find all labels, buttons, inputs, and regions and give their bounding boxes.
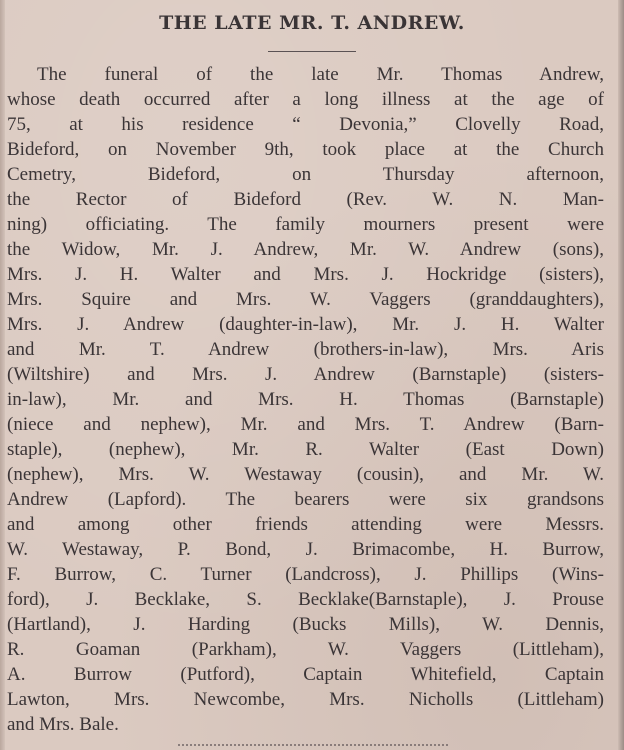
article-line: and Mrs. Bale.: [7, 714, 119, 735]
article-line: and among other friends attending were Messrs.: [7, 514, 604, 535]
article-line: The funeral of the late Mr. Thomas Andrew,: [37, 64, 604, 85]
article-body: [7, 62, 604, 737]
article-line: ford), J. Becklake, S. Becklake(Barnstaple), J. Prouse: [7, 589, 604, 610]
article-line: F. Burrow, C. Turner (Landcross), J. Phillips (Wins-: [7, 564, 604, 585]
article-line: (Hartland), J. Harding (Bucks Mills), W. Dennis,: [7, 614, 604, 635]
title-rule: [268, 51, 356, 52]
article-line: W. Westaway, P. Bond, J. Brimacombe, H. Burrow,: [7, 539, 604, 560]
article-line: (nephew), Mrs. W. Westaway (cousin), and Mr. W.: [7, 464, 604, 485]
article-line: (Wiltshire) and Mrs. J. Andrew (Barnstaple) (sisters-: [7, 364, 604, 385]
article-line: in-law), Mr. and Mrs. H. Thomas (Barnstaple): [7, 389, 604, 410]
article-line: Mrs. J. H. Walter and Mrs. J. Hockridge (sisters),: [7, 264, 604, 285]
article-line: and Mr. T. Andrew (brothers-in-law), Mrs. Aris: [7, 339, 604, 360]
article-line: (niece and nephew), Mr. and Mrs. T. Andrew (Barn-: [7, 414, 604, 435]
page-left-edge: [0, 0, 5, 750]
article-line: ning) officiating. The family mourners present were: [7, 214, 604, 235]
article-line: the Widow, Mr. J. Andrew, Mr. W. Andrew (sons),: [7, 239, 604, 260]
page-right-edge: [618, 0, 624, 750]
bottom-cut-rule: [178, 744, 448, 746]
article-line: Andrew (Lapford). The bearers were six grandsons: [7, 489, 604, 510]
article-line: A. Burrow (Putford), Captain Whitefield, Captain: [7, 664, 604, 685]
article-line: R. Goaman (Parkham), W. Vaggers (Littleham),: [7, 639, 604, 660]
article-line: the Rector of Bideford (Rev. W. N. Man-: [7, 189, 604, 210]
article-line: Cemetry, Bideford, on Thursday afternoon,: [7, 164, 604, 185]
article-title: THE LATE MR. T. ANDREW.: [159, 12, 465, 34]
article-line: 75, at his residence “ Devonia,” Clovelly Road,: [7, 114, 604, 135]
article-line: Bideford, on November 9th, took place at the Church: [7, 139, 604, 160]
article-line: Lawton, Mrs. Newcombe, Mrs. Nicholls (Littleham): [7, 689, 604, 710]
article-line: Mrs. Squire and Mrs. W. Vaggers (granddaughters),: [7, 289, 604, 310]
article-line: whose death occurred after a long illness at the age of: [7, 89, 604, 110]
article-line: staple), (nephew), Mr. R. Walter (East Down): [7, 439, 604, 460]
article-line: Mrs. J. Andrew (daughter-in-law), Mr. J. H. Walter: [7, 314, 604, 335]
